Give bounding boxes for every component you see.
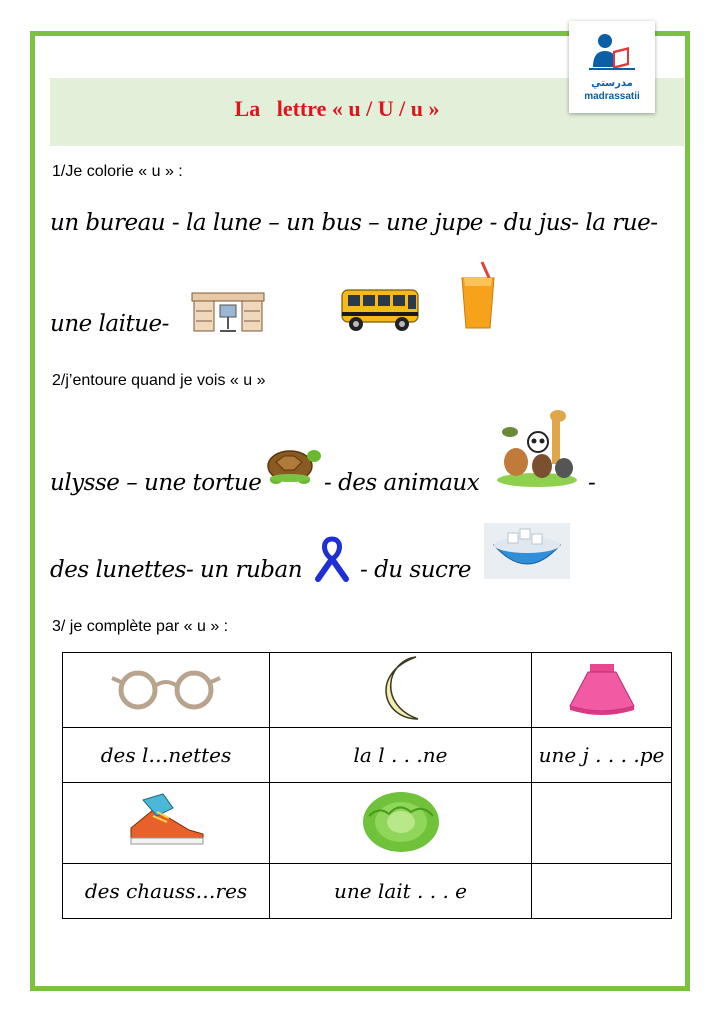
table-row	[63, 864, 672, 919]
page-title: La lettre « u / U / u »	[234, 96, 440, 121]
logo	[569, 21, 655, 113]
exercise2-line1-part3: -	[588, 470, 596, 496]
bus-icon	[336, 284, 422, 334]
moon-icon	[366, 653, 436, 723]
exercise1-line2: une laitue-	[50, 311, 169, 337]
animals-icon	[494, 406, 580, 488]
logo-text: madrassatii	[584, 91, 640, 102]
sneakers-icon	[123, 788, 209, 854]
exercise2-line2-part2: - du sucre	[360, 557, 472, 583]
exercise3-instruction: 3/ je complète par « u » :	[52, 618, 229, 635]
exercise2-line2-part1: des lunettes- un ruban	[50, 557, 303, 583]
table-cell	[532, 783, 672, 864]
ribbon-icon	[312, 535, 352, 583]
exercise1-line1: un bureau - la lune – un bus – une jupe - du jus- la rue-	[50, 210, 658, 236]
word-cell: des l…nettes	[63, 728, 270, 783]
exercise1-instruction: 1/Je colorie « u » :	[52, 163, 183, 180]
sugar-bowl-icon	[484, 523, 570, 579]
table-row	[63, 653, 672, 728]
table-row	[63, 728, 672, 783]
skirt-icon	[564, 658, 640, 718]
completion-table	[62, 652, 672, 919]
logo-arabic: مدرستي	[591, 78, 633, 89]
table-cell	[270, 783, 532, 864]
glasses-icon	[110, 666, 222, 710]
exercise2-instruction: 2/j’entoure quand je vois « u »	[52, 372, 266, 389]
lettuce-icon	[359, 786, 443, 856]
table-row	[63, 783, 672, 864]
table-cell	[63, 653, 270, 728]
word-cell: une lait . . . e	[270, 864, 532, 919]
table-cell	[63, 783, 270, 864]
juice-icon	[452, 258, 504, 334]
word-cell: une j . . . .pe	[532, 728, 672, 783]
word-cell: la l . . .ne	[270, 728, 532, 783]
exercise2-line1-part2: - des animaux	[324, 470, 480, 496]
word-cell	[532, 864, 672, 919]
turtle-icon	[264, 440, 322, 488]
word-cell: des chauss…res	[63, 864, 270, 919]
table-cell	[532, 653, 672, 728]
desk-icon	[190, 291, 266, 335]
exercise2-line1-part1: ulysse – une tortue	[50, 470, 262, 496]
logo-icon	[569, 21, 655, 81]
table-cell	[270, 653, 532, 728]
